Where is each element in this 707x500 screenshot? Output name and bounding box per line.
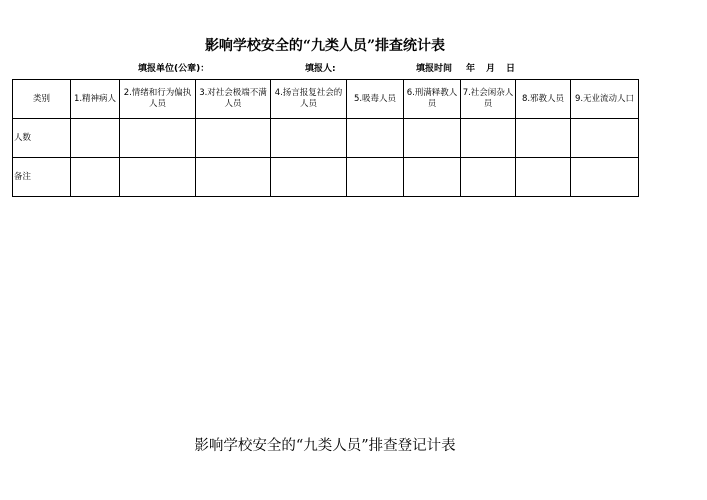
table-cell[interactable] [347,119,404,158]
table-cell[interactable] [120,158,196,197]
column-header: 3.对社会极端不满人员 [196,80,271,119]
category-header-cell: 类别 [13,80,71,119]
table-cell[interactable] [571,119,639,158]
column-header: 9.无业流动人口 [571,80,639,119]
row-label-count: 人数 [13,119,71,158]
table-cell[interactable] [271,158,347,197]
statistics-table [12,79,639,197]
reporter-label: 填报人: [305,64,336,74]
table-row-count [13,119,639,158]
column-header: 4.扬言报复社会的人员 [271,80,347,119]
table-cell[interactable] [120,119,196,158]
table-header-row [13,80,639,119]
row-label-remarks: 备注 [13,158,71,197]
column-header: 6.刑满释教人员 [404,80,461,119]
year-label: 年 [466,64,476,74]
report-time-label: 填报时间 [416,64,453,74]
column-header: 5.吸毒人员 [347,80,404,119]
column-header: 7.社会闲杂人员 [461,80,516,119]
reporting-unit-label: 填报单位(公章)： [138,64,210,74]
table-cell[interactable] [461,158,516,197]
table-cell[interactable] [196,119,271,158]
table-cell[interactable] [516,119,571,158]
column-header: 2.情绪和行为偏执人员 [120,80,196,119]
column-header: 8.邪教人员 [516,80,571,119]
table-row-remarks [13,158,639,197]
month-label: 月 [486,64,496,74]
table-cell[interactable] [71,119,120,158]
table-cell[interactable] [404,158,461,197]
secondary-title: 影响学校安全的“九类人员”排查登记计表 [194,438,456,454]
table-cell[interactable] [404,119,461,158]
column-header: 1.精神病人 [71,80,120,119]
table-cell[interactable] [461,119,516,158]
table-cell[interactable] [196,158,271,197]
table-cell[interactable] [271,119,347,158]
table-cell[interactable] [516,158,571,197]
page-title: 影响学校安全的“九类人员”排查统计表 [204,38,446,54]
day-label: 日 [506,64,516,74]
table-cell[interactable] [347,158,404,197]
table-cell[interactable] [71,158,120,197]
table-cell[interactable] [571,158,639,197]
